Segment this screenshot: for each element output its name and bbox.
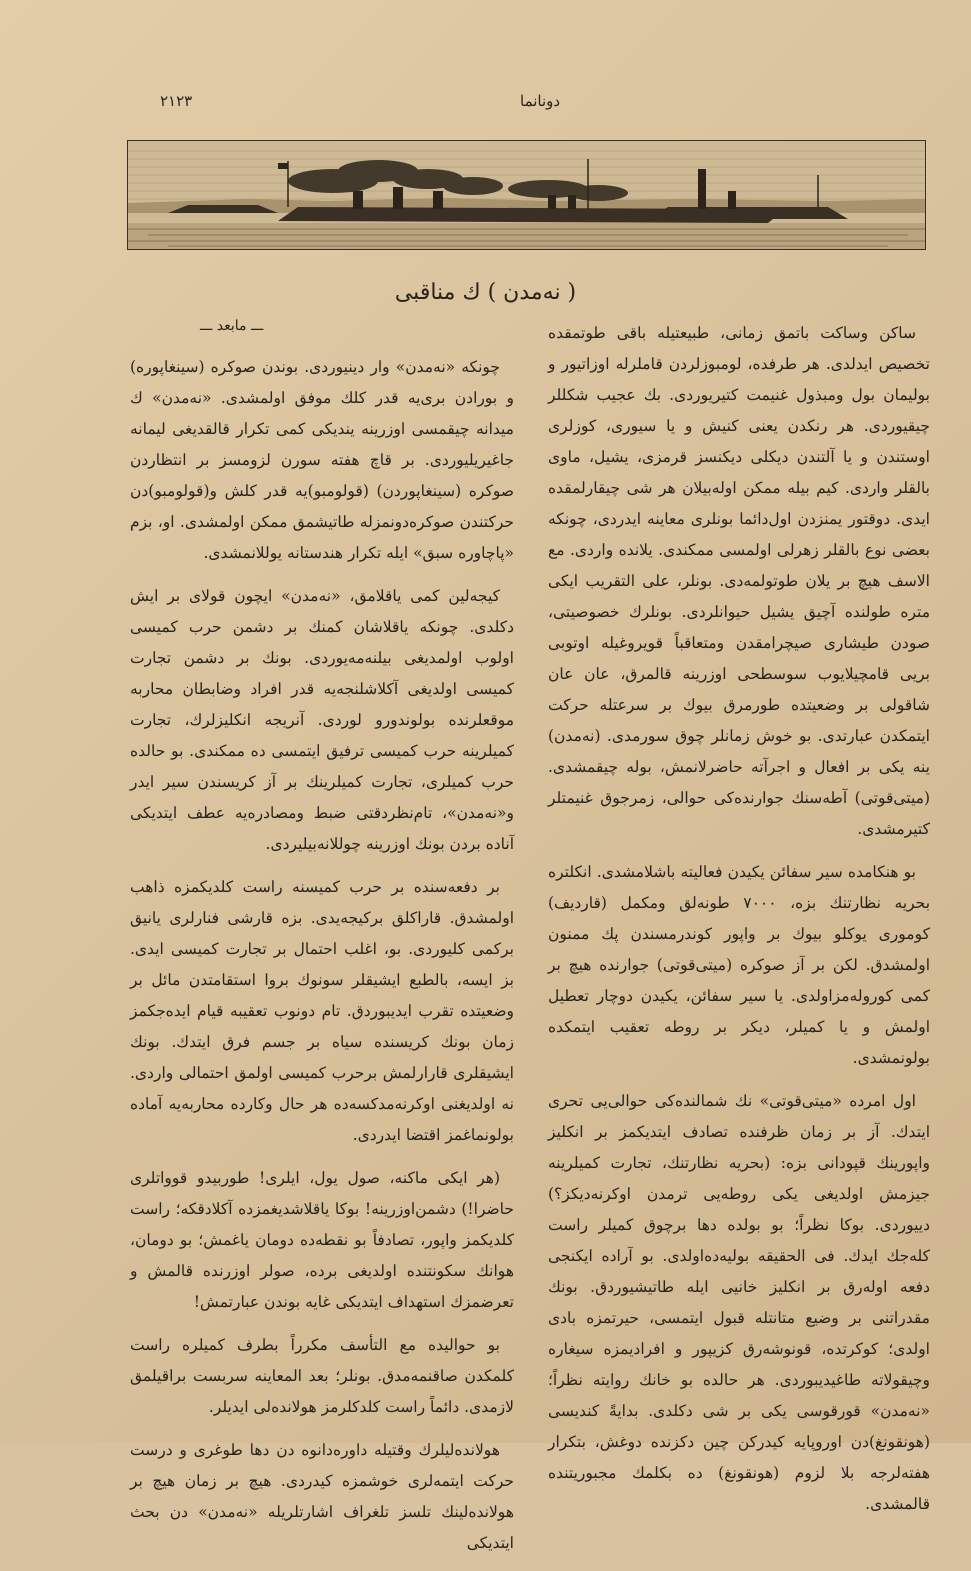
paragraph: بو حوالیده مع التأسف مكرراً بطرف كمیلره راست كلمكدن صاقنمه‌مدق. بونلر؛ بعد المعاینه سربست براقیلمق لازمدی. دائماً راست كلدكلرمز هولانده‌لی ایدیلر. <box>130 1336 514 1416</box>
paragraph: هولانده‌لیلرك وقتیله داوره‌دانوه دن دها طوغری و درست حركت ایتمه‌لری خوشمزه كیدردی. هیچ بر زمان هیچ بر هولانده‌لینك تلسز تلغراف اشارتلریله «نه‌مدن» دن بحث ایتدیكی <box>130 1441 514 1552</box>
paragraph: ساكن وساكت باتمق زمانی، طبیعتیله باقی طوتمقده تخصیص ایدلدی. هر طرفده، لومبوزلردن قاملرله اوزاتیور و بولیمان بول ومبذول غنیمت كتیریوردی. بك عجیب شكللر چیقیوردی. هر رنكدن یعنی كنیش و یا سیوری، كوزلری اوستندن و یا آلتندن دیكلی دیكنسز قرمزی، یشیل، ماوی بالقلر واردی. كیم بیله ممكن اوله‌بیلان هر شی چیقارلمقده ایدی. دوقتور یمنزدن اول‌دائما بونلری معاینه ایدردی، چونكه بعضی نوع بالقلر زهرلی اولمسی ممكندی. یلانده واردی. مع الاسف هیچ بر یلان طوتولمه‌دی. بونلر، علی التقریب ایكی متره طولنده آچیق یشیل حیوانلردی. بونلرك خصوصیتی، صودن طیشاری صیچرامقدن ومتعاقباً قویروغیله اوتوبی بریی قامچیلایوب سوسطحی اوزرینه قالمرق، عان عان شاقولی بر وضعیتده طورمرق بیوك بر سرعتله حركت ایتمكدن عبارتدی. بو خوش زمانلر چوق سورمدی. (نه‌مدن) ینه یكی بر افعال و اجرآته حاضرلانمش، بوله چیقمشدی. (میتی‌قوتی) آطه‌سنك جوارنده‌كی حوالی، زمرجوق غنیمتلر كتیرمشدی. <box>548 324 930 838</box>
right-column <box>548 318 930 1532</box>
paragraph: (هر ایكی ماكنه، صول یول، ایلری! طوربیدو قوواتلری حاضرا!) دشمن‌اوزرینه! بوكا یاقلاشدیغمزده آكلادقكه؛ راست كلدیكمز واپور، تصادفاً بو نقطه‌ده دومان یاغمش؛ بو دومان، هوانك سكونتنده اولدیغی برده، صولر اوزرنده قالمش و تعرضمزك استهداف ایتدیكی غایه بوندن عبارتمش! <box>130 1169 514 1311</box>
running-head: دونانما <box>520 92 561 110</box>
paragraph: بر دفعه‌سنده بر حرب كمیسنه راست كلدیكمزه ذاهب اولمشدق. قاراكلق بركیجه‌یدی. بزه قارشی فنارلری یانیق بركمی كلیوردی. بو، اغلب احتمال بر تجارت كمیسی ایدی. بز ایسه، بالطبع ایشیقلر سونوك بروا استقامتدن مائل بر وضعیتده تقرب ایدیبوردق. تام دونوب تعقیبه قیام ایده‌جكمز زمان بونك كریسنده سیاه بر جسم فرق ایتدك. بونك ایشیقلری قارارلمش برحرب كمیسی اولمق احتمالی واردی. نه اولدیغنی اوكرنه‌مدكسه‌ده هر حال وكارده محاربه‌یه آماده بولونماغمز اقتضا ایدردی. <box>130 878 514 1144</box>
page-number: ٢١٢٣ <box>160 92 193 110</box>
continuation-byline: ـــ مابعد ـــ <box>200 318 264 334</box>
warship-illustration <box>127 140 926 250</box>
paragraph: بو هنكامده سیر سفائن یكیدن فعالیته باشلامشدی. انكلتره بحریه نظارتنك بزه، ٧٠٠٠ طونه‌لق ومكمل (قاردیف) كوموری یوكلو بیوك بر واپور كوندرمسندن پك ممنون اولمشدق. لكن بر آز صوكره (میتی‌قوتی) جوارنده هیچ بر كمی كوروله‌مزاولدی. یا سیر سفائن، یكیدن دوچار تعطیل اولمش و یا كمیلر، دیكر بر روطه تعقیب ایتمكده بولونمشدی. <box>548 863 931 1067</box>
article-title: ( نه‌مدن ) ك مناقبی <box>394 280 577 305</box>
paragraph: چونكه «نه‌مدن» وار دینیوردی. بوندن صوكره (سینغاپوره) و بورادن بری‌یه قدر كلك موفق اولمشدی. «نه‌مدن» ك میدانه چیقمسی اوزرینه یندیكی كمی تكرار قالقدیغی لیمانه جاغیریلیوردی. بر قاچ هفته سورن لزومسز بر انتظاردن صوكره (سینغاپوردن) (قولومبو)یه قدر كلش و(قولومبو)دن حركتندن صوكره‌دونمزله طاتیشمق ممكن اولمشدی. او، بزم «پاچاوره سبق» ایله تكرار هندستانه یوللانمشدی. <box>130 358 514 562</box>
warship-drawing <box>128 141 925 249</box>
paragraph: اول امرده «میتی‌قوتی» نك شمالنده‌كی حوالی‌یی تحری ایتدك. آز بر زمان ظرفنده تصادف ایتدیكمز بر انكلیز واپورینك قپودانی بزه: (بحریه نظارتنك، تجارت كمیلرینه جیزمش اولدیغی یكی روطه‌یی ترمدن اوكرنه‌دیكز؟) دییوردی. بوكا نظراً؛ بو بولده دها برچوق كمیلر راست كله‌جك ایدك. فی الحقیقه بولیه‌ده‌اولدی. بو آراده ایكنجی دفعه اوله‌رق بر انكلیز خانیی ایله طاتیشیوردق. بونك مقدراتنی بر وضیع متانتله قبول ایتمسی، حیرتمزه بادی اولدی؛ كوكرتده، قونوشه‌رق كزیپور و افرادیمزه سیغاره وچیقولاته طاغیدیبوردی. هر حالده بو خانك روایته نظراً؛ «نه‌مدن» قورقوسی یكی بر شی دكلدی. بدایةً كندیسی (هونقونغ)دن اوروپایه كیدركن چین دكزنده دوغش، بتكرار هفته‌لرجه بلا لزوم (هونقونغ) ده بكلمك مجبوریتنده قالمشدی. <box>548 1092 930 1513</box>
left-column <box>130 352 514 1571</box>
paragraph: كیجه‌لین كمی یاقلامق، «نه‌مدن» ایچون قولای بر ایش دكلدی. چونكه یاقلاشان كمنك بر دشمن حرب كمیسی اولوب اولمدیغی بیلنه‌مه‌یوردی. بونك بر دشمن تجارت كمیسی اولدیغی آكلاشلنجه‌یه قدر افراد وضابطان محاربه موقعلرنده بولوندورو لوردی. آنریجه انكلیزلرك، تجارت كمیلرینه حرب كمیسی ترفیق ایتمسی ده ممكندی. بو حالده حرب كمیلری، تجارت كمیلرینك بر آز كریسندن سیر ایدر و«نه‌مدن»، تام‌نظردقتی ضبط ومصادره‌یه عطف ایتدیكی آناده بردن بونك اوزرینه چوللانه‌بیلیردی. <box>130 587 514 853</box>
